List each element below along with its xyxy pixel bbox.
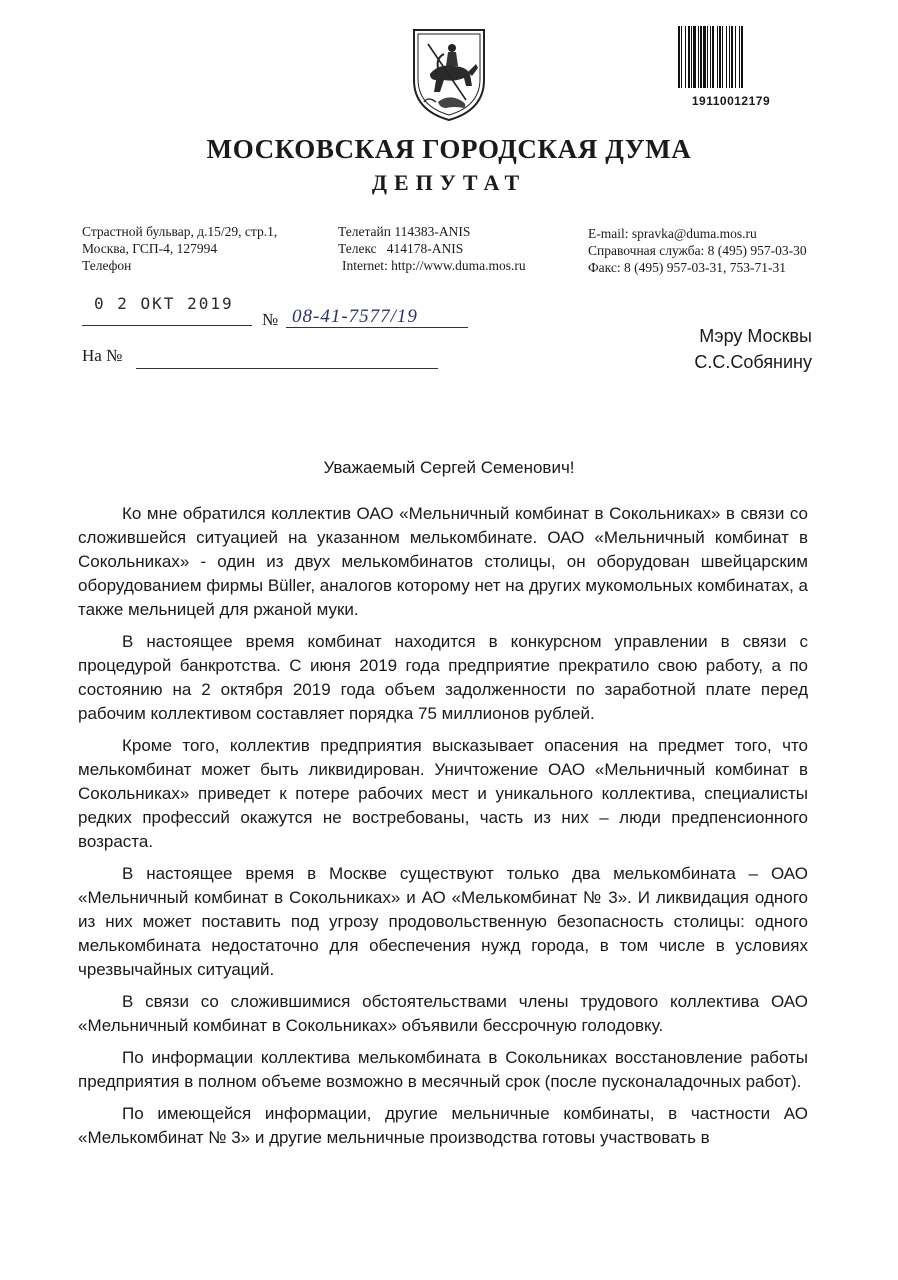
organization-title: МОСКОВСКАЯ ГОРОДСКАЯ ДУМА [206,134,692,164]
recipient-title: Мэру Москвы [699,326,812,346]
address-block [82,223,277,274]
teletype-line: Телетайп 114383-ANIS [338,224,471,239]
phone-label: Телефон [82,258,132,273]
number-label: № [262,310,279,329]
body-paragraph: По имеющейся информации, другие мельничные комбинаты, в частности АО «Мелькомбинат № 3» и другие мельничные производства готовы участвовать в [78,1104,808,1147]
recipient-name: С.С.Собянину [694,352,812,372]
address-line: Страстной бульвар, д.15/29, стр.1, [82,224,278,239]
salutation: Уважаемый Сергей Семенович! [323,458,575,477]
outgoing-number-handwritten: 08-41-7577/19 [292,306,418,327]
internet-line: Internet: http://www.duma.mos.ru [342,258,526,273]
date-stamp: 0 2 ОКТ 2019 [94,294,234,313]
body-paragraph: Кроме того, коллектив предприятия высказывает опасения на предмет того, что мелькомбинат может быть ликвидирован. Уничтожение ОАО «Мельничный комбинат в Сокольниках» приведет к потере рабочих мест и уникального коллектива, специалисты редких профессий окажутся не востребованы, часть из них – люди предпенсионного возраста. [78,736,808,851]
fax-line: Факс: 8 (495) 957-03-31, 753-71-31 [588,260,786,275]
date-underline [82,325,252,326]
body-paragraph: Ко мне обратился коллектив ОАО «Мельничный комбинат в Сокольниках» в связи со сложившейся ситуацией на указанном мелькомбинате. ОАО «Мельничный комбинат в Сокольниках» - один из двух мелькомбинатов столицы, он оборудован швейцарским оборудованием фирмы Büller, аналогов которому нет на других мукомольных комбинатах, а также мельницей для ржаной муки. [78,504,808,619]
organization-subtitle: ДЕПУТАТ [371,170,527,195]
barcode-number: 19110012179 [691,94,771,108]
body-paragraph: В настоящее время комбинат находится в конкурсном управлении в связи с процедурой банкротства. С июня 2019 года предприятие прекратило свою работу, а по состоянию на 2 октября 2019 года объем задолженности по заработной плате перед рабочим коллективом составляет порядка 75 миллионов рублей. [78,632,808,723]
body-paragraph: В настоящее время в Москве существуют только два мелькомбината – ОАО «Мельничный комбинат в Сокольниках» и АО «Мелькомбинат № 3». И ликвидация одного из них может поставить под угрозу продовольственную безопасность столицы: одного мелькомбината недостаточно для обеспечения нужд города, в том числе в условиях чрезвычайных ситуаций. [78,864,808,979]
body-paragraph: В связи со сложившимися обстоятельствами члены трудового коллектива ОАО «Мельничный комбинат в Сокольниках» объявили бессрочную голодовку. [78,992,808,1035]
email-fax-block [588,223,807,276]
reply-number-underline [136,368,438,369]
moscow-coat-of-arms-emblem [408,22,490,122]
number-underline [286,327,468,328]
telex-line: Телекс 414178-ANIS [338,241,464,256]
email-line: E-mail: spravka@duma.mos.ru [588,226,757,241]
help-service-line: Справочная служба: 8 (495) 957-03-30 [588,243,807,258]
recipient-block [640,323,812,375]
body-paragraph: По информации коллектива мелькомбината в Сокольниках восстановление работы предприятия в полном объеме возможно в месячный срок (после пусконаладочных работ). [78,1048,808,1091]
reply-to-number-label: На № [82,346,123,365]
telecom-block [338,223,526,274]
barcode-image [676,26,786,88]
letter-body [78,502,808,1158]
address-line: Москва, ГСП-4, 127994 [82,241,218,256]
